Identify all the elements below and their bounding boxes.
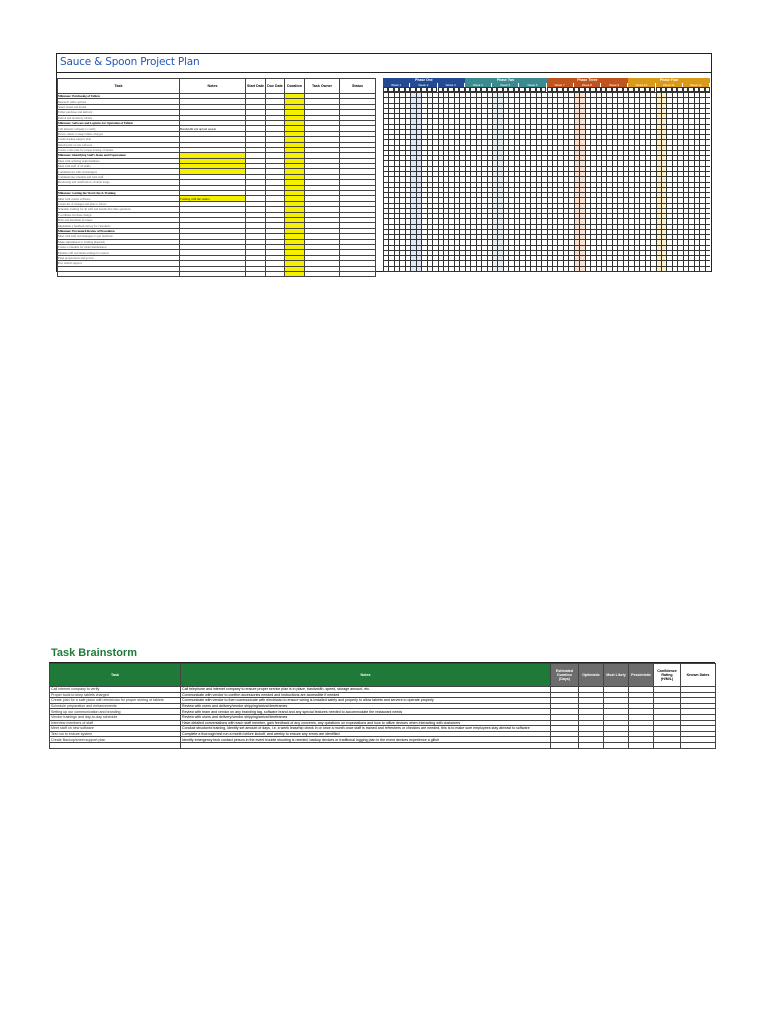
week-header: Week 12 [683,83,710,87]
row-line [383,113,710,114]
notes-cell[interactable]: Conduct structured training, identify set amount of days, i.e. a week leasehip check in or once a month once staff is trained and refreshers or checkins are needed, this is to make sure employees stay abreast to software [181,726,551,732]
week-header: Week 11 [656,83,683,87]
header-due-date: Due Date [266,79,285,94]
brainstorm-header-confidence: Confidence Rating (H/M/L) [654,664,681,687]
start-date-cell[interactable] [246,271,266,276]
task-cell[interactable]: Coordinate brochure design [58,212,180,217]
task-cell[interactable]: Communicate with all managers [58,169,180,174]
plan-title: Sauce & Spoon Project Plan [60,56,200,68]
status-cell[interactable] [340,271,376,276]
notes-cell[interactable]: Communicate with vendor to confirm accessories needed and instructions are accessible if needed [181,692,551,698]
row-line [383,255,710,256]
task-cell[interactable]: Meet with ordering team members [58,158,180,163]
task-cell[interactable]: Milestone: Identifying Staff's Roles and Expectations [58,153,180,158]
week-header: Week 3 [438,83,465,87]
task-owner-cell[interactable] [305,271,340,276]
phase-header: Phase Three [547,78,629,83]
row-line [383,171,710,172]
task-cell[interactable]: Proper tools to keep tablets charged [50,692,181,698]
task-cell[interactable]: Install point of sale software [58,142,180,147]
task-cell[interactable]: Milestone: Software and Logistics for Operation of Tablets [58,120,180,125]
brainstorm-header-pessimistic: Pessimistic [629,664,654,687]
phase-header: Phase Two [465,78,547,83]
row-line [383,118,710,119]
task-cell[interactable]: Meet with vendor software [58,196,180,201]
task-cell[interactable]: Create list of changes and plan to follow [58,201,180,206]
header-start-date: Start Date [246,79,266,94]
notes-cell[interactable]: Training with the vendor [180,196,246,201]
week-header: Week 8 [574,83,601,87]
brainstorm-header-most-likely: Most Likely [604,664,629,687]
row-line [383,145,710,146]
task-cell[interactable]: Power outlets to keep tablets charged [58,131,180,136]
header-notes: Notes [180,79,246,94]
plan-task-row [58,271,376,276]
plan-task-grid [57,78,376,277]
optimistic-cell[interactable] [579,742,604,748]
pessimistic-cell[interactable] [629,742,654,748]
task-cell[interactable]: Final preparations and go live [58,255,180,260]
task-cell[interactable]: Implement a feedback survey for customers [58,223,180,228]
most-likely-cell[interactable] [604,742,629,748]
task-cell[interactable]: Print and distribute brochure [58,217,180,222]
row-line [383,103,710,104]
notes-cell[interactable]: Have detailed conversations with each staff member, gain feedback of any concerns, any questions on expectations and how to utilize devices when interacting with customers [181,720,551,726]
week-header: Week 4 [465,83,492,87]
row-line [383,139,710,140]
row-line [383,129,710,130]
task-brainstorm-sheet [49,645,715,749]
task-cell[interactable] [58,271,180,276]
week-header: Week 10 [628,83,655,87]
row-line [383,124,710,125]
brainstorm-title: Task Brainstorm [49,645,715,663]
task-cell[interactable]: Unbox and inventory tablets [58,115,180,120]
row-line [383,92,710,93]
row-line [383,108,710,109]
brainstorm-header-optimistic: Optimistic [579,664,604,687]
header-task-owner: Task Owner [305,79,340,94]
row-line [383,187,710,188]
title-divider [57,72,711,73]
task-cell[interactable]: Interview members of staff [50,720,181,726]
row-line [383,192,710,193]
notes-cell[interactable]: Review with users and delivery/vendor shipping/arrival timeframes [181,714,551,720]
week-header: Week 9 [601,83,628,87]
row-line [383,203,710,204]
plan-header-row [58,79,376,94]
week-header: Week 6 [519,83,546,87]
task-cell[interactable] [50,742,181,748]
brainstorm-header-notes: Notes [181,664,551,687]
task-cell[interactable]: Create a safe plan for proper storing of tablets [58,147,180,152]
phase-header: Phase One [383,78,465,83]
notes-cell[interactable]: Bandwidth and upload speeds [180,126,246,131]
task-cell[interactable]: Schedule training for all staff and handle first time questions [58,207,180,212]
timeline-row-lines [383,92,710,271]
row-line [383,208,710,209]
task-cell[interactable]: Create backup support plan [58,137,180,142]
task-cell[interactable]: Test run to ensure system [50,731,181,737]
row-line [383,97,710,98]
row-line [383,182,710,183]
task-cell[interactable]: Create plan for a safe place with electrician for proper storing of tablets [50,698,181,704]
task-cell[interactable]: Call internet company to verify [50,687,181,693]
week-header: Week 5 [492,83,519,87]
project-plan-sheet [56,53,712,272]
header-duration: Duration [285,79,305,94]
row-line [383,218,710,219]
task-cell[interactable]: Setting up our communication and branding [50,709,181,715]
task-cell[interactable]: Research tablet options [58,99,180,104]
row-line [383,166,710,167]
brainstorm-row [50,742,716,748]
row-line [383,239,710,240]
notes-cell[interactable]: Review with users and delivery/vendor shipping/arrival timeframes [181,703,551,709]
task-cell[interactable]: Create a schedule for tablet maintenance [58,244,180,249]
notes-cell[interactable] [180,271,246,276]
week-header: Week 2 [410,83,437,87]
task-cell[interactable]: Schedule preparation and enhancements [50,703,181,709]
row-line [383,250,710,251]
week-header: Week 1 [383,83,410,87]
header-task: Task [58,79,180,94]
row-line [383,160,710,161]
task-cell[interactable]: Call internet company to verify [58,126,180,131]
task-cell[interactable]: Communicate schedule and train staff [58,174,180,179]
brainstorm-header-row [50,664,716,687]
phase-header: Phase Four [628,78,710,83]
brainstorm-header-known-dates: Known Dates [681,664,716,687]
task-cell[interactable]: Meet with staff and managers to get feedback [58,234,180,239]
row-line [383,150,710,151]
task-cell[interactable]: Meet staff on new software [50,726,181,732]
row-line [383,176,710,177]
due-date-cell[interactable] [266,271,285,276]
notes-cell[interactable]: Identify emergency tech contact person in the event trouble shooting is needed, backup devices or traditional logging plan in the event devices experience a glitch [181,737,551,743]
confidence-cell[interactable] [654,742,681,748]
row-line [383,134,710,135]
row-line [383,271,710,272]
notes-cell[interactable]: Call telephone and internet company to ensure proper service plan is in place, bandwidth, speed, storage amount, etc. [181,687,551,693]
row-line [383,234,710,235]
gantt-timeline [383,78,710,271]
row-line [383,224,710,225]
notes-cell[interactable]: Complete a thorough test run a month before kickoff, and weekly to ensure any errors are identified [181,731,551,737]
known-dates-cell[interactable] [681,742,716,748]
brainstorm-header-estimated-duration: Estimated Duration (Days) [551,664,579,687]
task-cell[interactable]: Create Backup/sheet support plan [50,737,181,743]
week-header: Week 7 [547,83,574,87]
task-cell[interactable]: Post launch support [58,261,180,266]
notes-cell[interactable]: Review with team and vendor on any branding tag, software brand and any special features needed to accommodate the restaurant needs [181,709,551,715]
row-line [383,260,710,261]
task-cell[interactable]: Meet with staff of all shifts [58,164,180,169]
notes-cell[interactable]: Communicate with vendor to then communicate with electrician to ensure wiring is installed safely and properly to allow tablets and servers to operate properly [181,698,551,704]
task-cell[interactable]: Reviewing and clarification of tablet usage [58,180,180,185]
row-line [383,197,710,198]
row-line [383,213,710,214]
row-line [383,245,710,246]
task-cell[interactable]: Tablet purchase and delivery [58,110,180,115]
duration-cell[interactable] [285,271,305,276]
row-line [383,229,710,230]
header-status: Status [340,79,376,94]
row-line [383,155,710,156]
task-cell[interactable]: Milestone: Purchasing of Tablets [58,94,180,99]
brainstorm-header-task: Task [50,664,181,687]
task-cell[interactable]: Vendor trainings and day-to-day schedule [50,714,181,720]
task-cell[interactable]: Milestone: Pre-launch Review of Procedures [58,228,180,233]
row-line [383,266,710,267]
task-cell[interactable]: Finalize wifi and tablet settings for launch [58,250,180,255]
task-cell[interactable]: Select brand and model [58,104,180,109]
task-cell[interactable]: Make adjustments to training materials [58,239,180,244]
estimated-duration-cell[interactable] [551,742,579,748]
task-cell[interactable]: Milestone: Getting the Word Out & Training [58,191,180,196]
notes-cell[interactable] [181,742,551,748]
